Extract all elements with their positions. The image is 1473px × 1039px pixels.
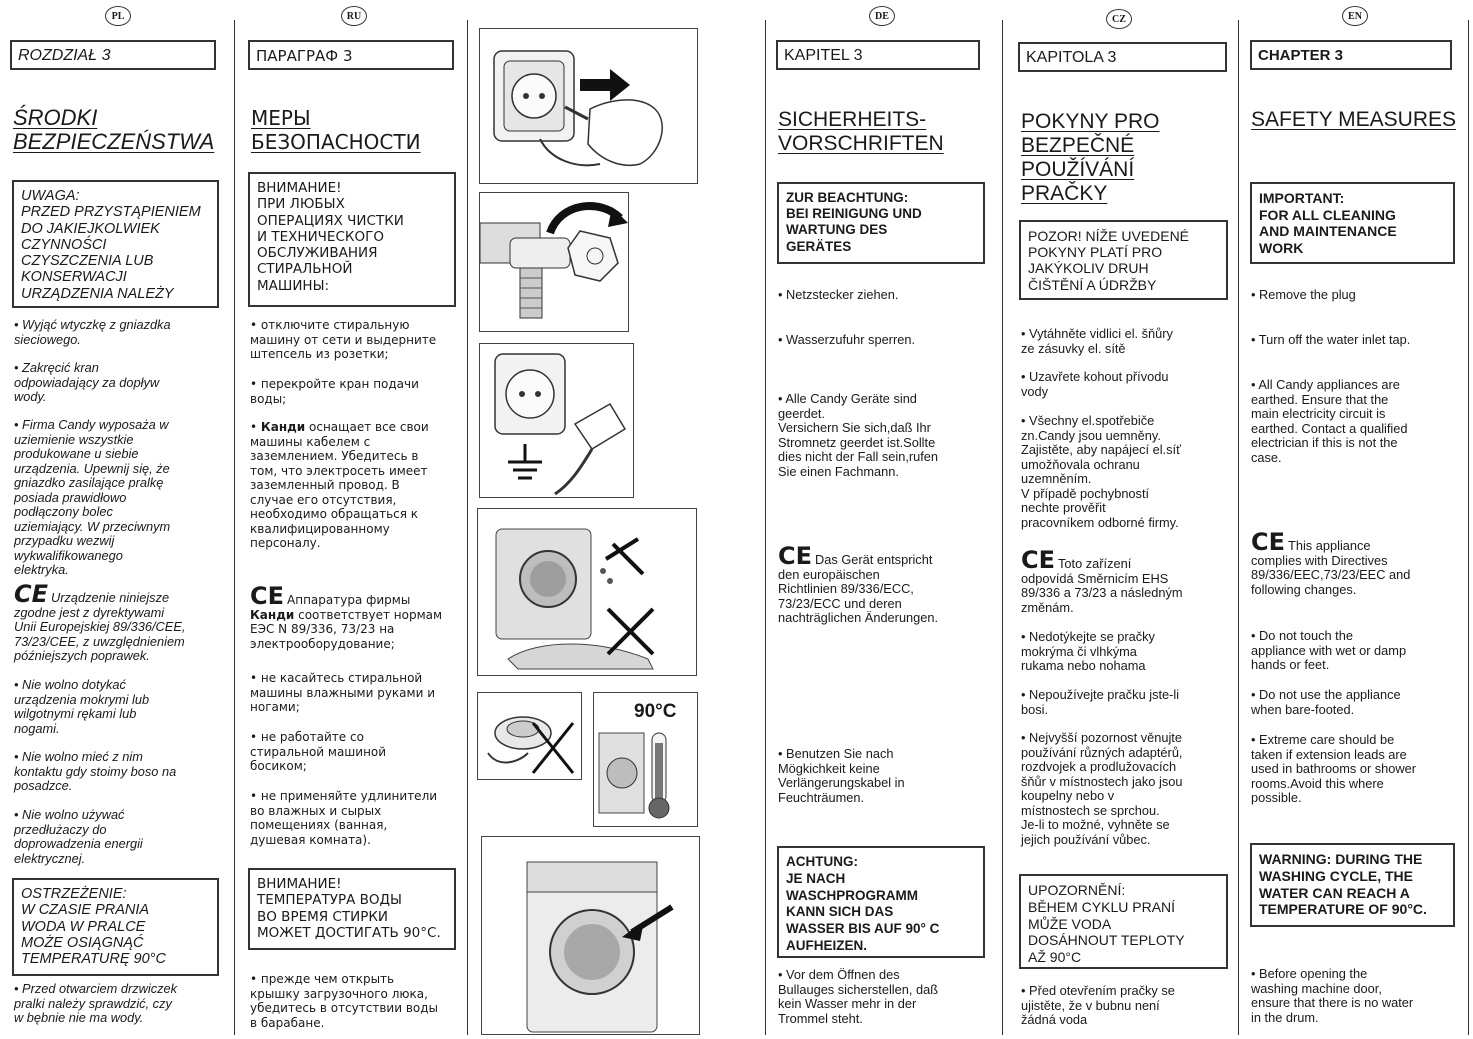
water-tap-icon [480,193,628,331]
ce-compliance: CE Аппаратура фирмы Канди соответствует нормам ЕЭС N 89/336, 73/23 на электрооборудование; [250,582,443,651]
instruction-extension: • Extreme care should be taken if extension leads are used in bathrooms or shower rooms.Avoid this where possible. [1251,732,1417,805]
instruction-barefoot: • не работайте со стиральной машиной босиком; [250,730,387,773]
unplug-icon [480,29,697,183]
instruction-wet-hands: • Nedotýkejte se pračky mokrýma či vlhkýma rukama nebo nohama [1021,629,1155,673]
instruction-door: • Před otevřením pračky se ujistěte, že v bubnu není žádná voda [1021,983,1175,1027]
section-title: POKYNY PRO BEZPEČNÉ POUŽÍVÁNÍ PRAČKY [1021,110,1160,205]
instruction-earthing: • Канди оснащает все свои машины кабелем с заземлением. Убедитесь в том, что электросеть имеет заземленный провод. В случае его отсутствия, необходимо обращаться к квалифицированному персоналу. [250,420,429,550]
temperature-warning-box: ВНИМАНИЕ! ТЕМПЕРАТУРА ВОДЫ ВО ВРЕМЯ СТИРКИ МОЖЕТ ДОСТИГАТЬ 90°С. [248,868,456,950]
warning-box: IMPORTANT: FOR ALL CLEANING AND MAINTENANCE WORK [1250,182,1455,264]
temperature-warning-box: UPOZORNĚNÍ: BĚHEM CYKLU PRANÍ MŮŽE VODA DOSÁHNOUT TEPLOTY AŽ 90°C [1019,874,1228,969]
instruction-barefoot: • Nepoužívejte pračku jste-li bosi. [1021,687,1180,717]
column-en [1238,0,1468,1035]
column-de [765,0,1002,1035]
ce-compliance: CE Toto zařízení odpovídá Směrnicím EHS 89/336 a 73/23 a následným změnám. [1021,546,1183,615]
instruction-earthing: • Všechny el.spotřebiče zn.Candy jsou uemněny. Zajistěte, aby napájecí el.síť umožňovala ochranu uzemněním. V případě pochybností nechte prověřit pracovníkem odborné firmy. [1021,413,1181,530]
ce-compliance: CE This appliance complies with Directives 89/336/EEC,73/23/EEC and following changes. [1251,528,1411,597]
instruction-unplug: • отключите стиральную машину от сети и выдерните штепсель из розетки; [250,318,437,361]
temperature-label: 90°C [634,701,677,722]
divider [1468,20,1469,1035]
instruction-earthing: • All Candy appliances are earthed. Ensure that the main electricity circuit is earthed. Contact a qualified electrician if this is not the case. [1251,377,1408,465]
extension-lead-illustration [477,692,582,780]
instruction-earthing: • Firma Candy wyposaża w uziemienie wszystkie produkowane u siebie urządzenia. Upewnij się, że gniazdko zasilające pralkę posiada prawidłowo podłączony bolec uziemiający. W przeciwnym przypadku wezwij wykwalifikowanego elektryka. [14,417,171,577]
instruction-water-tap: • Wasserzufuhr sperren. [778,332,915,347]
instruction-door: • Vor dem Öffnen des Bullauges sicherstellen, daß kein Wasser mehr in der Trommel steht. [778,967,939,1026]
chapter-label: CHAPTER 3 [1250,40,1452,70]
instruction-door: • прежде чем открыть крышку загрузочного люка, убедитесь в отсутствии воды в барабане. [250,972,439,1030]
warning-box: POZOR! NÍŽE UVEDENÉ POKYNY PLATÍ PRO JAKÝKOLIV DRUH ČIŠTĚNÍ A ÚDRŽBY [1019,220,1228,300]
language-flag-ru: RU [341,6,367,26]
instruction-extension: • Nie wolno używać przedłużaczy do doprowadzenia energii elektrycznej. [14,807,143,866]
temperature-warning-box: WARNING: DURING THE WASHING CYCLE, THE WATER CAN REACH A TEMPERATURE OF 90°C. [1250,843,1455,927]
instruction-barefoot: • Nie wolno mieć z nim kontaktu gdy stoimy boso na posadzce. [14,749,177,793]
warning-box: ВНИМАНИЕ! ПРИ ЛЮБЫХ ОПЕРАЦИЯХ ЧИСТКИ И ТЕХНИЧЕСКОГО ОБСЛУЖИВАНИЯ СТИРАЛЬНОЙ МАШИНЫ: [248,172,456,307]
ce-mark-icon: CE [1021,546,1056,574]
section-title: ŚRODKI BEZPIECZEŃSTWA [13,105,215,154]
instruction-unplug: • Remove the plug [1251,287,1356,302]
instruction-water-tap: • Zakręcić kran odpowiadający za dopływ wody. [14,360,160,404]
language-flag-cz: CZ [1106,9,1132,29]
instruction-wet-hands: • не касайтесь стиральной машины влажными руками и ногами; [250,671,435,714]
chapter-label: KAPITEL 3 [776,40,980,70]
language-flag-en: EN [1342,6,1368,26]
temperature-illustration [593,692,698,827]
instruction-unplug: • Vytáhněte vidlici el. šňůry ze zásuvky el. sítě [1021,326,1173,356]
ce-compliance: CE Das Gerät entspricht den europäischen Richtlinien 89/336/ECC, 73/23/ECC und deren nachträglichen Änderungen. [778,542,939,625]
instruction-earthing: • Alle Candy Geräte sind geerdet. Versichern Sie sich,daß Ihr Stromnetz geerdet ist.Sollte dies nicht der Fall sein,rufen Sie einen Fachmann. [778,391,939,479]
chapter-label: ROZDZIAŁ 3 [10,40,216,70]
thermometer-icon [594,693,697,826]
temperature-warning-box: OSTRZEŻENIE: W CZASIE PRANIA WODA W PRALCE MOŻE OSIĄGNĄĆ TEMPERATURĘ 90°C [12,878,219,976]
section-title: МЕРЫ БЕЗОПАСНОСТИ [251,106,421,154]
earth-plug-icon [480,344,633,497]
instruction-unplug: • Netzstecker ziehen. [778,287,899,302]
ce-mark-icon: CE [14,580,49,608]
warning-box: UWAGA: PRZED PRZYSTĄPIENIEM DO JAKIEJKOLWIEK CZYNNOŚCI CZYSZCZENIA LUB KONSERWACJI URZĄDZENIA NALEŻY [12,180,219,308]
instruction-water-tap: • Turn off the water inlet tap. [1251,332,1411,347]
unplug-illustration [479,28,698,184]
chapter-label: ПАРАГРАФ 3 [248,40,454,70]
instruction-wet-hands: • Nie wolno dotykać urządzenia mokrymi lub wilgotnymi rękami lub nogami. [14,677,150,736]
instruction-water-tap: • Uzavřete kohout přívodu vody [1021,369,1169,399]
instruction-water-tap: • перекройте кран подачи воды; [250,377,419,406]
ce-mark-icon: CE [778,542,813,570]
door-open-illustration [481,836,700,1035]
ce-mark-icon: CE [1251,528,1286,556]
column-pl [0,0,234,1035]
instruction-extension: • Nejvyšší pozornost věnujte používání různých adaptérů, rozdvojek a prodlužovacích šňůr v místnostech jako jsou koupelny nebo v místnostech se sprchou. Je-li to možné, vyhněte se jejich používání vůbec. [1021,730,1183,847]
no-extension-icon [478,693,581,779]
water-tap-illustration [479,192,629,332]
column-cz [1002,0,1238,1035]
instruction-door: • Before opening the washing machine door, ensure that there is no water in the drum. [1251,966,1414,1025]
instruction-extension: • Benutzen Sie nach Mögkichkeit keine Verlängerungskabel in Feuchträumen. [778,746,905,805]
illustrations-column [467,0,765,1035]
earthing-illustration [479,343,634,498]
instruction-door: • Przed otwarciem drzwiczek pralki należy sprawdzić, czy w bębnie nie ma wody. [14,981,178,1025]
instruction-barefoot: • Do not use the appliance when bare-footed. [1251,687,1401,717]
instruction-unplug: • Wyjąć wtyczkę z gniazdka sieciowego. [14,317,171,347]
column-ru [234,0,467,1035]
section-title: SAFETY MEASURES [1251,108,1456,131]
ce-mark-icon: CE [250,582,285,610]
temperature-warning-box: ACHTUNG: JE NACH WASCHPROGRAMM KANN SICH DAS WASSER BIS AUF 90° C AUFHEIZEN. [777,846,985,958]
section-title: SICHERHEITS- VORSCHRIFTEN [778,108,944,155]
instruction-extension: • не применяйте удлинители во влажных и сырых помещениях (ванная, душевая комната). [250,789,438,847]
language-flag-pl: PL [105,6,131,26]
language-flag-de: DE [869,6,895,26]
chapter-label: KAPITOLA 3 [1018,42,1227,72]
warning-box: ZUR BEACHTUNG: BEI REINIGUNG UND WARTUNG DES GERÄTES [777,182,985,264]
washing-machine-icon [482,837,699,1034]
wet-hands-illustration [477,508,697,676]
ce-compliance: CE Urządzenie niniejsze zgodne jest z dyrektywami Unii Europejskiej 89/336/CEE, 73/23/CEE, z uwzględnieniem późniejszych poprawek. [14,580,186,663]
instruction-wet-hands: • Do not touch the appliance with wet or damp hands or feet. [1251,628,1407,672]
no-wet-hands-icon [478,509,696,675]
